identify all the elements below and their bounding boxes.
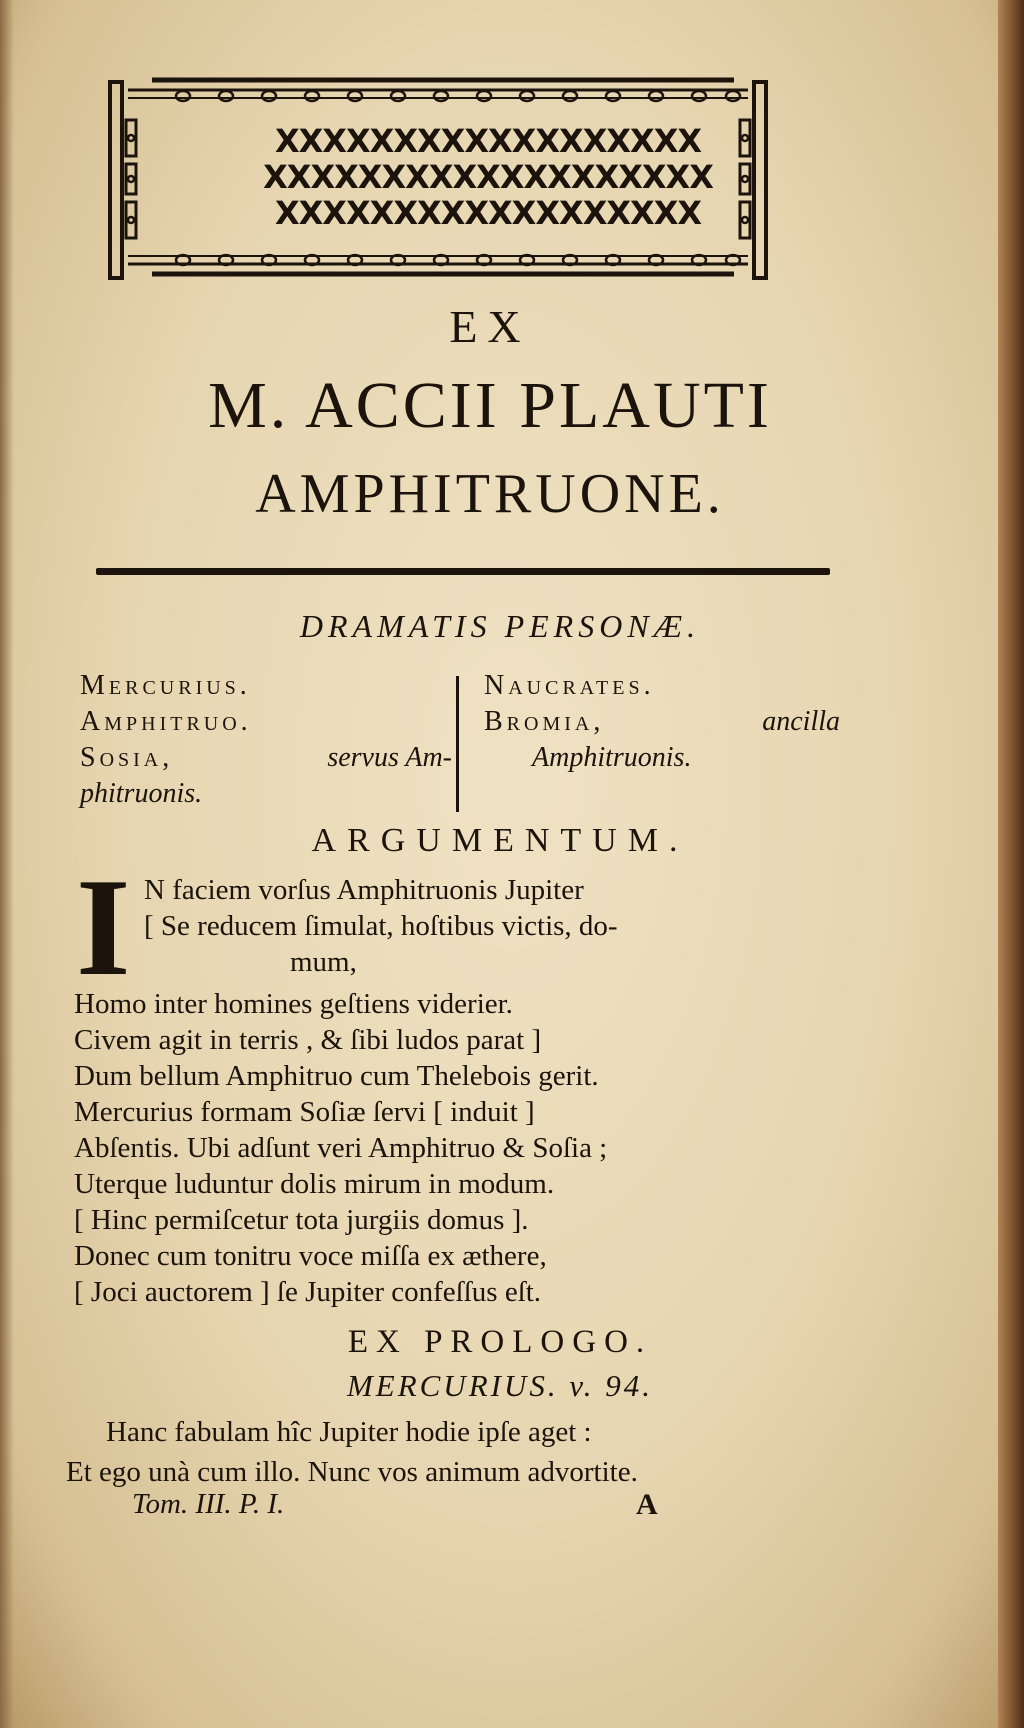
verse-line: Homo inter homines geſtiens viderier. [74,988,513,1020]
argumentum-opening [144,872,924,980]
volume-signature: Tom. III. P. I. [132,1488,285,1520]
title-author: M. ACCII PLAUTI [208,369,772,442]
argumentum-heading: ARGUMENTUM. [311,822,689,859]
play-title: AMPHITRUONE. [255,463,725,525]
person-entry [80,776,452,812]
person-role: Amphitruonis. [532,742,692,773]
verse-line: Abſentis. Ubi adſunt veri Amphitruo & Soſia ; [74,1132,608,1164]
person-name: Naucrates. [484,670,655,701]
person-entry [484,704,840,740]
verse-line: N faciem vorſus Amphitruonis Jupiter [144,874,584,906]
ornament-row: XXXXXXXXXXXXXXXXXXX [263,158,713,196]
verse-line: Donec cum tonitru voce miſſa ex æthere, [74,1240,547,1272]
argumentum-verse [74,986,854,1310]
verse-line: Hanc fabulam hîc Jupiter hodie ipſe aget : [106,1416,592,1448]
person-name: Mercurius. [80,670,251,701]
person-role: servus Am- [327,742,452,773]
verse-line: Uterque luduntur dolis mirum in modum. [74,1168,555,1200]
verse-line: Et ego unà cum illo. Nunc vos animum advortite. [66,1456,638,1488]
verse-line: [ Se reducem ſimulat, hoſtibus victis, do- [144,910,618,942]
person-entry [484,740,840,776]
page-gutter-shadow [0,0,14,1728]
signature-mark: A [636,1488,658,1521]
prologue-heading: EX PROLOGO. [347,1324,653,1360]
verse-line: [ Hinc permiſcetur tota jurgiis domus ]. [74,1204,529,1236]
verse-line: Mercurius formam Soſiæ ſervi [ induit ] [74,1096,535,1128]
verse-line: [ Joci auctorem ] ſe Jupiter confeſſus eſt. [74,1276,542,1308]
dramatis-personae-heading: DRAMATIS PERSONÆ. [299,608,701,644]
verse-line: Civem agit in terris , & ſibi ludos parat ] [74,1024,542,1056]
header-ornament [108,76,838,291]
person-name: Amphitruo. [80,706,252,737]
title-ex: EX [449,301,531,352]
person-role: ancilla [762,706,840,737]
person-entry [80,668,452,704]
drop-cap: I [76,850,131,1005]
person-entry [80,740,452,776]
page-edge [998,0,1024,1728]
person-name: Sosia, [80,742,174,773]
person-entry [80,704,452,740]
ornament-row: XXXXXXXXXXXXXXXXXX [274,122,702,160]
verse-line: Dum bellum Amphitruo cum Thelebois gerit. [74,1060,599,1092]
persons-right-column [484,668,840,776]
person-name: Bromia, [484,706,605,737]
person-entry [484,668,840,704]
title-rule [96,568,830,575]
column-divider [456,676,459,812]
prologue-speaker: MERCURIUS. v. 94. [346,1368,654,1403]
person-role: phitruonis. [80,778,203,809]
prologue-verse [66,1412,866,1492]
persons-left-column [80,668,452,812]
verse-line: mum, [290,946,357,978]
ornament-row: XXXXXXXXXXXXXXXXXX [274,194,702,232]
